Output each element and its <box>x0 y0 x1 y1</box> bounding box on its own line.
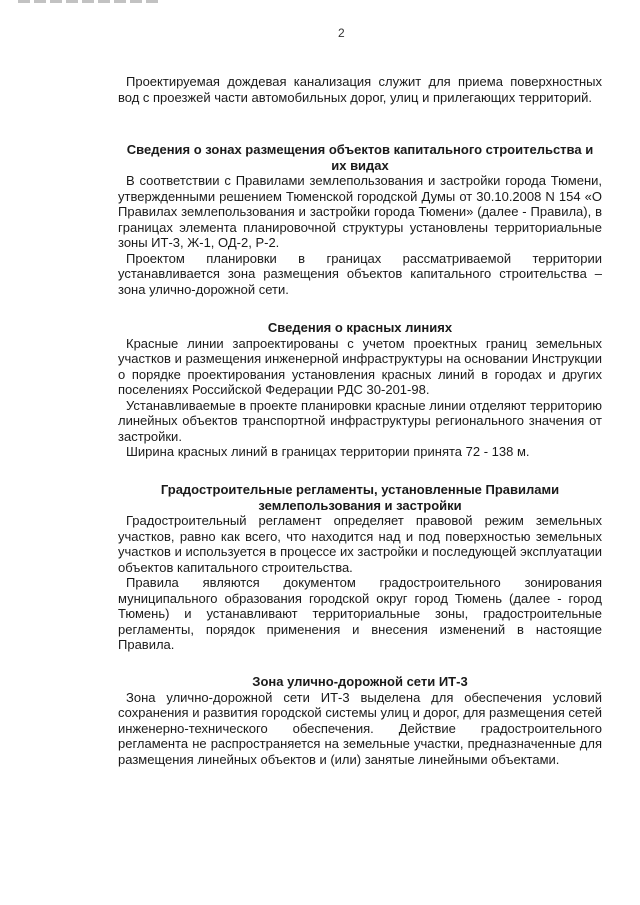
section-heading: Зона улично-дорожной сети ИТ-3 <box>252 674 468 689</box>
paragraph: Красные линии запроектированы с учетом проектных границ земельных участков и размещения инженерной инфраструктуры на основании Инструкции о порядке проектирования установления красных линий в городах и других поселениях Российской Федерации РДС 30-201-98. <box>118 335 602 397</box>
paragraph: Правила являются документом градостроительного зонирования муниципального образования городской округ город Тюмень (далее - город Тюмень) и устанавливают территориальные зоны, градостроительные регламенты, порядок применения и внесения изменений в настоящие Правила. <box>118 575 602 652</box>
section-heading: Сведения о зонах размещения объектов капитального строительства и их видах <box>126 142 594 173</box>
section-red-lines <box>118 320 602 460</box>
scan-artifact <box>18 0 158 3</box>
section-intro <box>118 74 602 105</box>
section-zone-it3 <box>118 674 602 767</box>
paragraph: Зона улично-дорожной сети ИТ-3 выделена для обеспечения условий сохранения и развития городской системы улиц и дорог, для размещения сетей инженерно-технического обеспечения. Действие градостроительного регламента не распространяется на земельные участки, предназначенные для размещения линейных объектов и (или) занятые линейными объектами. <box>118 689 602 767</box>
paragraph: Проектом планировки в границах рассматриваемой территории устанавливается зона размещения объектов капитального строительства – зона улично-дорожной сети. <box>118 250 602 297</box>
paragraph: Устанавливаемые в проекте планировки красные линии отделяют территорию линейных объектов транспортной инфраструктуры регионального значения от застройки. <box>118 397 602 444</box>
paragraph: В соответствии с Правилами землепользования и застройки города Тюмени, утвержденными решением Тюменской городской Думы от 30.10.2008 N 154 «О Правилах землепользования и застройки города Тюмени» (далее - Правила), в границах элемента планировочной структуры установлены территориальные зоны ИТ-3, Ж-1, ОД-2, Р-2. <box>118 173 602 250</box>
section-regulations <box>118 482 602 653</box>
page-number: 2 <box>338 26 345 40</box>
section-heading: Сведения о красных линиях <box>267 320 453 335</box>
paragraph: Градостроительный регламент определяет правовой режим земельных участков, равно как всего, что находится над и под поверхностью земельных участков и используется в процессе их застройки и последующей эксплуатации объектов капитального строительства. <box>118 513 602 575</box>
paragraph: Проектируемая дождевая канализация служит для приема поверхностных вод с проезжей части автомобильных дорог, улиц и прилегающих территорий. <box>118 74 602 105</box>
section-heading: Градостроительные регламенты, установленные Правилами землепользования и застройки <box>160 482 560 513</box>
paragraph: Ширина красных линий в границах территории принята 72 - 138 м. <box>126 444 530 459</box>
section-zones <box>118 142 602 297</box>
